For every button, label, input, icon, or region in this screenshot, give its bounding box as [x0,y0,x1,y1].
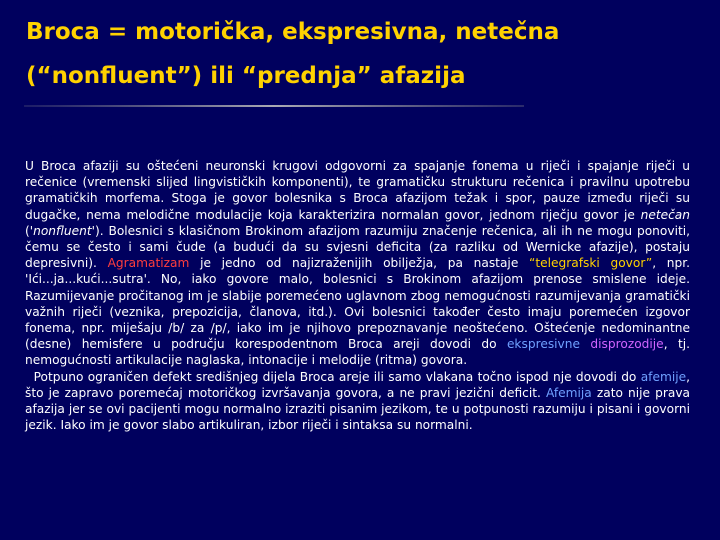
paragraph-2 [25,369,690,434]
title-line-2: (“nonfluent”) ili “prednja” afazija [26,63,466,89]
term-ekspresivne: ekspresivne [506,337,580,352]
text-run: , što je zapravo poremećaj motoričkog izvršavanja govora, a ne pravi jezični deficit. [25,369,690,400]
text-run [580,337,590,351]
term-telegrafski-govor: “telegrafski govor” [529,256,653,271]
text-run: , tj. nemogućnosti artikulacije naglaska, intonacije i melodije (ritma) govora. [25,337,690,368]
title-line-1: Broca = motorička, ekspresivna, netečna [26,19,560,45]
slide-title [26,10,706,98]
text-run: , npr. 'Ići...ja...kući...sutra'. No, iako govore malo, bolesnici s Brokinom afazijom prenose smislene ideje. Razumijevanje pročitanog im je slabije poremećeno uglavnom zbog nemogućnosti razumijevanja gramatički važnih riječi (veznika, prepozicija, članova, itd.). Ovi bolesnici također često imaju poremećen izgovor fonema, npr. miješaju /b/ za /p/, iako im je njihovo prepoznavanje neoštećeno. Oštećenje nedominantne (desne) hemisfere u području korespodentnom Broca areji dovodi do [25,256,690,352]
text-run: ( [25,223,30,238]
text-run: Potpuno ograničen defekt središnjeg dijela Broca areje ili samo vlakana točno ispod nje dovodi do [33,369,641,384]
term-disprozodije: disprozodije [590,337,664,352]
term-nonfluent: 'nonfluent' [29,223,95,238]
term-agramatizam: Agramatizam [107,256,190,271]
title-underline-decoration [24,104,524,108]
term-afemija: Afemija [545,385,592,400]
text-run: je jedno od najizraženijih obilježja, pa nastaje [189,256,530,271]
term-afemije: afemije [640,369,687,384]
paragraph-1 [25,158,690,369]
text-run: U Broca afaziji su oštećeni neuronski krugovi odgovorni za spajanje fonema u riječi i spajanje riječi u rečenice (vremenski slijed lingvističkih komponenti), te gramatičku strukturu rečenica i pravilnu upotrebu gramatičkih morfema. Stoga je govor bolesnika s Broca afazijom težak i spor, pauze između riječi su dugačke, nema melodične modulacije koja karakterizira normalan govor, jednom riječju govor je [25,159,690,222]
term-netecan: netečan [640,207,690,222]
text-run: ). Bolesnici s klasičnom Brokinom afazijom razumiju značenje rečenica, ali ih ne mogu ponoviti, čemu se često i sami čude (a budući da su svjesni deficita (za razliku od Wernicke afazije), postaju depresivni). [25,223,690,271]
text-run: zato nije prava afazija jer se ovi pacijenti mogu normalno izraziti pisanim jezikom, te u potpunosti razumiju i pisani i govorni jezik. Iako im je govor slabo artikuliran, izbor riječi i sintaksa su normalni. [25,385,690,433]
body-text [25,158,690,433]
